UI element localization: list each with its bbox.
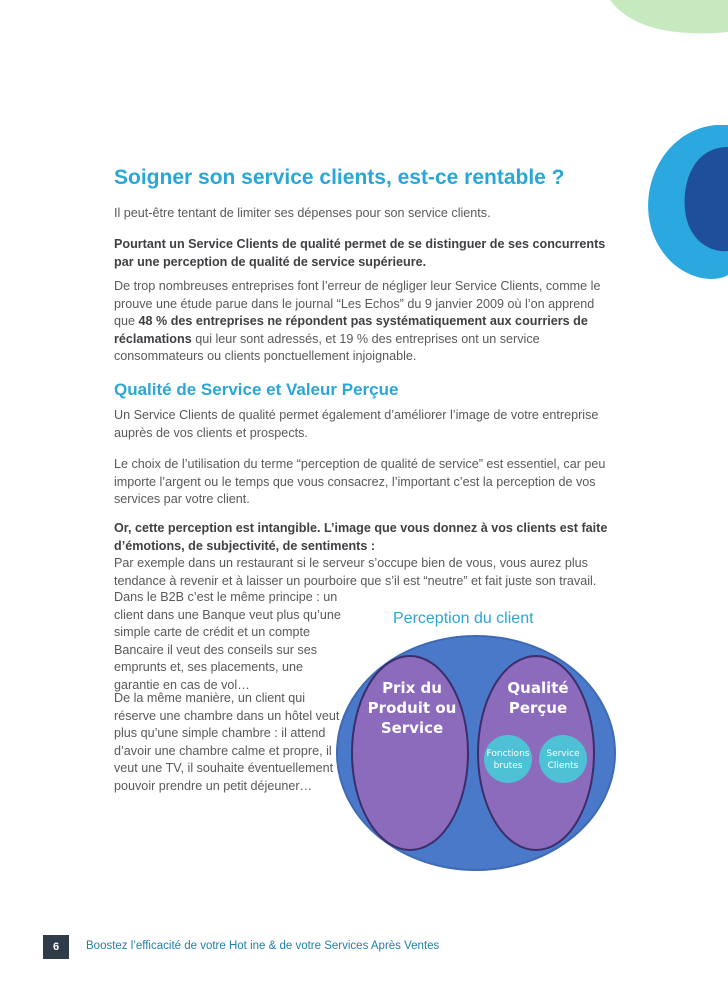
intangible-paragraph: Or, cette perception est intangible. L’image que vous donnez à vos clients est faite d’émotions, de subjectivité, de sentiments : (114, 521, 608, 553)
right-blue-shapes (640, 125, 728, 285)
left-label-line-3: Service (380, 719, 444, 737)
right-ellipse-label (478, 678, 598, 718)
service-clients-label (535, 748, 591, 772)
service-image-paragraph: Un Service Clients de qualité permet également d’améliorer l’image de votre entreprise auprès de vos clients et prospects. (114, 408, 599, 440)
service-line-1: Service (546, 749, 580, 759)
hotel-paragraph: De la même manière, un client qui réserve une chambre dans un hôtel veut plus qu’une simple chambre : il attend d’avoir une chambre calme et propre, il veut une TV, il souhaite éventuellement pouvoir prendre un petit déjeuner… (114, 691, 340, 793)
left-ellipse-label (352, 678, 472, 738)
right-label-line-1: Qualité (507, 679, 569, 697)
right-label-line-2: Perçue (508, 699, 568, 717)
fonctions-line-1: Fonctions (486, 749, 530, 759)
fonctions-line-2: brutes (493, 761, 523, 771)
study-text-bold: 48 % des entreprises ne répondent pas systématiquement aux courriers de réclamations (114, 314, 588, 346)
left-label-line-2: Produit ou (367, 699, 457, 717)
intro-text: Il peut-être tentant de limiter ses dépenses pour son service clients. (114, 206, 491, 220)
study-text-after: qui leur sont adressés, et 19 % des entreprises ont un service consommateurs ou clients ponctuellement injoignable. (114, 331, 540, 363)
service-line-2: Clients (547, 761, 579, 771)
page-number: 6 (43, 935, 69, 959)
restaurant-paragraph: Par exemple dans un restaurant si le serveur s’occupe bien de vous, vous aurez plus tendance à revenir et à laisser un pourboire que s’il est “neutre” et fait juste son travail. (114, 556, 597, 588)
study-text-before: De trop nombreuses entreprises font l’erreur de négliger leur Service Clients, comme le prouve une étude parue dans le journal “Les Echos” du 9 janvier 2009 où l’on apprend que (114, 279, 601, 328)
left-label-line-1: Prix du (382, 679, 442, 697)
figure-title: Perception du client (393, 610, 534, 627)
study-paragraph (114, 278, 610, 366)
top-right-green-shape (600, 0, 728, 40)
fonctions-brutes-label (480, 748, 536, 772)
footer-text: Boostez l’efficacité de votre Hot ine & de votre Services Après Ventes (86, 940, 440, 952)
page-title: Soigner son service clients, est-ce rentable ? (114, 166, 565, 189)
b2b-paragraph: Dans le B2B c’est le même principe : un client dans une Banque veut plus qu’une simple carte de crédit et un compte Bancaire il veut des conseils sur ses emprunts et, ses placements, une garantie en cas de vol… (114, 590, 341, 692)
section-title: Qualité de Service et Valeur Perçue (114, 380, 399, 399)
bold-paragraph: Pourtant un Service Clients de qualité permet de se distinguer de ses concurrents par une perception de qualité de service supérieure. (114, 237, 606, 269)
perception-term-paragraph: Le choix de l’utilisation du terme “perception de qualité de service” est essentiel, car peu importe l’argent ou le temps que vous consacrez, l’important c’est la perception de vos services par votre client. (114, 457, 606, 506)
